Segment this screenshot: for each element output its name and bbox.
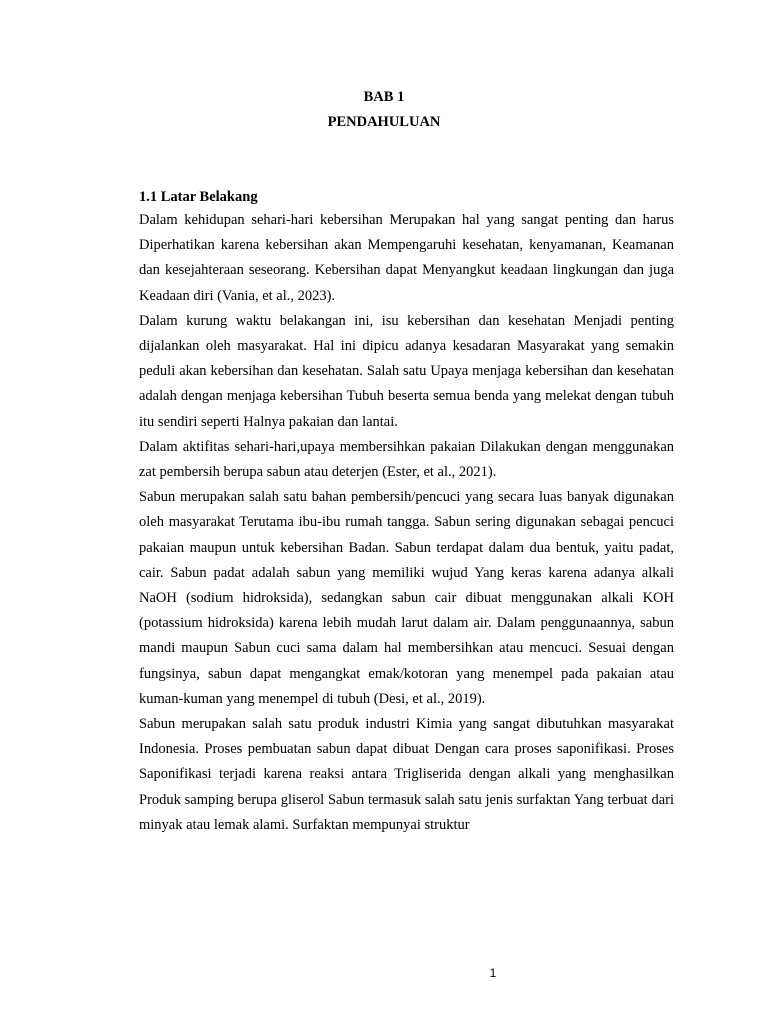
paragraph: Dalam kehidupan sehari-hari kebersihan Merupakan hal yang sangat penting dan harus Diperhatikan karena kebersihan akan Mempengaruhi kesehatan, kenyamanan, Keamanan dan kesejahteraan seseorang. Kebersihan dapat Menyangkut keadaan lingkungan dan juga Keadaan diri (Vania, et al., 2023). xyxy=(139,212,674,304)
paragraph: Sabun merupakan salah satu produk industri Kimia yang sangat dibutuhkan masyarakat Indonesia. Proses pembuatan sabun dapat dibuat Dengan cara proses saponifikasi. Proses Saponifikasi terjadi karena reaksi antara Trigliserida dengan alkali yang menghasilkan Produk samping berupa gliserol Sabun termasuk salah satu jenis surfaktan Yang terbuat dari minyak atau lemak alami. Surfaktan mempunyai struktur xyxy=(139,716,674,833)
paragraph: Dalam aktifitas sehari-hari,upaya membersihkan pakaian Dilakukan dengan menggunakan zat pembersih berupa sabun atau deterjen (Ester, et al., 2021). xyxy=(139,438,674,481)
body-text xyxy=(139,208,674,838)
page-number-text: 1 xyxy=(489,966,497,980)
chapter-name: PENDAHULUAN xyxy=(327,114,441,130)
paragraph: Sabun merupakan salah satu bahan pembersih/pencuci yang secara luas banyak digunakan oleh masyarakat Terutama ibu-ibu rumah tangga. Sabun sering digunakan sebagai pencuci pakaian maupun untuk kebersihan Badan. Sabun terdapat dalam dua bentuk, yaitu padat, cair. Sabun padat adalah sabun yang memiliki wujud Yang keras karena adanya alkali NaOH (sodium hidroksida), sedangkan sabun cair dibuat menggunakan alkali KOH (potassium hidroksida) karena lebih mudah larut dalam air. Dalam penggunaannya, sabun mandi maupun Sabun cuci sama dalam hal membersihkan atau mencuci. Sesuai dengan fungsinya, sabun dapat mengangkat emak/kotoran yang menempel pada pakaian atau kuman-kuman yang menempel di tubuh (Desi, et al., 2019). xyxy=(139,489,674,707)
chapter-title: BAB 1 xyxy=(363,89,405,105)
page-number xyxy=(0,965,768,981)
section-title: 1.1 Latar Belakang xyxy=(139,189,258,205)
paragraph: Dalam kurung waktu belakangan ini, isu kebersihan dan kesehatan Menjadi penting dijalankan oleh masyarakat. Hal ini dipicu adanya kesadaran Masyarakat yang semakin peduli akan kebersihan dan kesehatan. Salah satu Upaya menjaga kebersihan dan kesehatan adalah dengan menjaga kebersihan Tubuh beserta semua benda yang melekat dengan tubuh itu sendiri seperti Halnya pakaian dan lantai. xyxy=(139,312,674,430)
